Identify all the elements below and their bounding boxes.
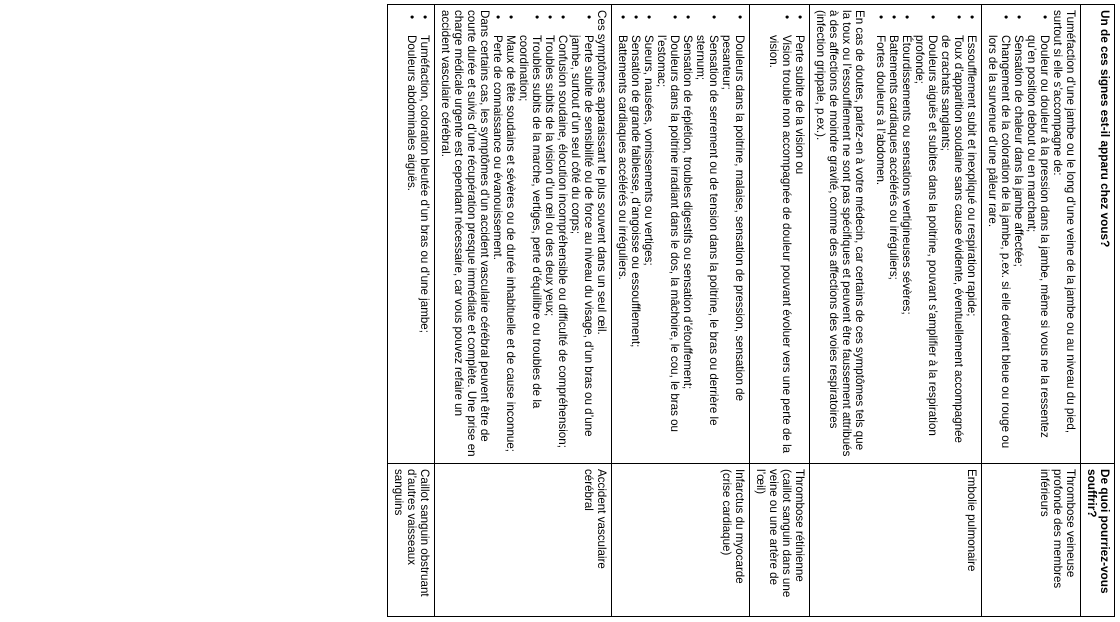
signs-cell <box>612 5 750 464</box>
table-row <box>612 5 750 617</box>
symptom-item: • Fortes douleurs à l’abdomen. <box>874 35 887 458</box>
symptom-item: • Troubles subits de la vision d’un œil ou des deux yeux; <box>543 35 556 458</box>
symptom-item: • Sensation de chaleur dans la jambe affectée; <box>1012 35 1025 458</box>
symptom-list <box>405 10 431 458</box>
cause-cell: Thrombose veineuse profonde des membres inférieurs <box>982 464 1081 617</box>
signs-cell <box>982 5 1081 464</box>
symptom-item: • Perte de connaissance ou évanouissement. <box>491 35 504 458</box>
symptom-item: • Perte subite de sensibilité ou de force au niveau du visage, d’un bras ou d’une jambe, surtout d’un seul côté du corps; <box>569 35 595 458</box>
symptom-item: • Battements cardiaques accélérés ou irréguliers; <box>887 35 900 458</box>
table-row <box>810 5 982 617</box>
symptom-item: • Tuméfaction, coloration bleutée d’un bras ou d’une jambe; <box>418 35 431 458</box>
symptom-item: • Sensation de réplétion, troubles digestifs ou sensation d’étouffement; <box>681 35 694 458</box>
symptom-item: • Sensation de serrement ou de tension dans la poitrine, le bras ou derrière le sternum; <box>694 35 720 458</box>
symptom-item: • Étourdissements ou sensations vertigineuses sévères; <box>900 35 913 458</box>
symptom-item: • Sueurs, nausées, vomissements ou vertiges; <box>642 35 655 458</box>
table-row <box>435 5 612 617</box>
symptom-item: • Toux d’apparition soudaine sans cause évidente, éventuellement accompagnée de crachats sanglants; <box>939 35 965 458</box>
table-row <box>982 5 1081 617</box>
table-row <box>750 5 810 617</box>
symptom-item: • Maux de tête soudains et sévères ou de durée inhabituelle et de cause inconnue; <box>504 35 517 458</box>
signs-cell <box>435 5 612 464</box>
symptom-item: • Perte subite de la vision ou <box>793 35 806 458</box>
signs-cell <box>810 5 982 464</box>
symptom-item: • Troubles subits de la marche, vertiges, perte d’équilibre ou troubles de la coordination; <box>517 35 543 458</box>
cause-cell: Thrombose rétinienne (caillot sanguin dans une veine ou une artère de l’œil) <box>750 464 810 617</box>
cause-cell: Infarctus du myocarde (crise cardiaque) <box>612 464 750 617</box>
row-intro: Ces symptômes apparaissant le plus souvent dans un seul œil. <box>595 10 608 335</box>
signs-cell <box>750 5 810 464</box>
cause-cell: Embolie pulmonaire <box>810 464 982 617</box>
table-row <box>388 5 435 617</box>
cause-cell: Caillot sanguin obstruant d’autres vaisseaux sanguins <box>388 464 435 617</box>
symptom-item: • Douleurs dans la poitrine irradiant dans le dos, la mâchoire, le cou, le bras ou l’estomac; <box>655 35 681 458</box>
symptom-list <box>986 10 1051 458</box>
table-header-row <box>1081 5 1115 617</box>
symptom-list <box>491 10 595 458</box>
header-signs: Un de ces signes est-il apparu chez vous? <box>1081 5 1115 464</box>
symptom-item: • Battements cardiaques accélérés ou irréguliers. <box>616 35 629 458</box>
symptom-item: • Douleurs dans la poitrine, malaise, sensation de pression, sensation de pesanteur; <box>720 35 746 458</box>
symptom-item: • Vision trouble non accompagnée de douleur pouvant évoluer vers une perte de la vision. <box>767 35 793 458</box>
row-intro: Tuméfaction d’une jambe ou le long d’une veine de la jambe ou au niveau du pied, surtout si elle s’accompagne de: <box>1051 10 1077 434</box>
symptom-list <box>616 10 746 458</box>
symptom-item: • Douleurs aiguës et subites dans la poitrine, pouvant s’amplifier à la respiration profonde; <box>913 35 939 458</box>
cause-cell: Accident vasculaire cérébral <box>435 464 612 617</box>
symptom-item: • Douleurs abdominales aiguës. <box>405 35 418 458</box>
signs-cell <box>388 5 435 464</box>
symptom-item: • Essoufflement subit et inexpliqué ou respiration rapide; <box>965 35 978 458</box>
row-note: Dans certains cas, les symptômes d’un accident vasculaire cérébral peuvent être de courte durée et suivis d’une récupération presque immédiate et complète. Une prise en charge médicale urgente est cependant nécessaire, car vous pouvez refaire un accident vasculaire cérébral. <box>439 10 491 457</box>
header-causes: De quoi pourriez-vous souffrir? <box>1081 464 1115 617</box>
symptom-list <box>874 10 978 458</box>
symptom-item: • Confusion soudaine, élocution incompréhensible ou difficulté de compréhension; <box>556 35 569 458</box>
symptom-item: • Douleur ou douleur à la pression dans la jambe, même si vous ne la ressentez qu’en position debout ou en marchant; <box>1025 35 1051 458</box>
symptom-list <box>767 10 806 458</box>
symptom-item: • Changement de la coloration de la jambe, p.ex. si elle devient bleue ou rouge ou lors de la survenue d’une pâleur rare. <box>986 35 1012 458</box>
row-note: En cas de doutes, parlez-en à votre médecin, car certains de ces symptômes tels que la toux ou l’essoufflement ne sont pas spécifiques et peuvent être faussement attribués à des affections de moindre gravité, comme des affections des voies respiratoires (infection grippale, p.ex.). <box>814 10 866 457</box>
symptoms-table <box>387 4 1115 617</box>
symptom-item: • Sensation de grande faiblesse, d’angoisse ou essoufflement; <box>629 35 642 458</box>
